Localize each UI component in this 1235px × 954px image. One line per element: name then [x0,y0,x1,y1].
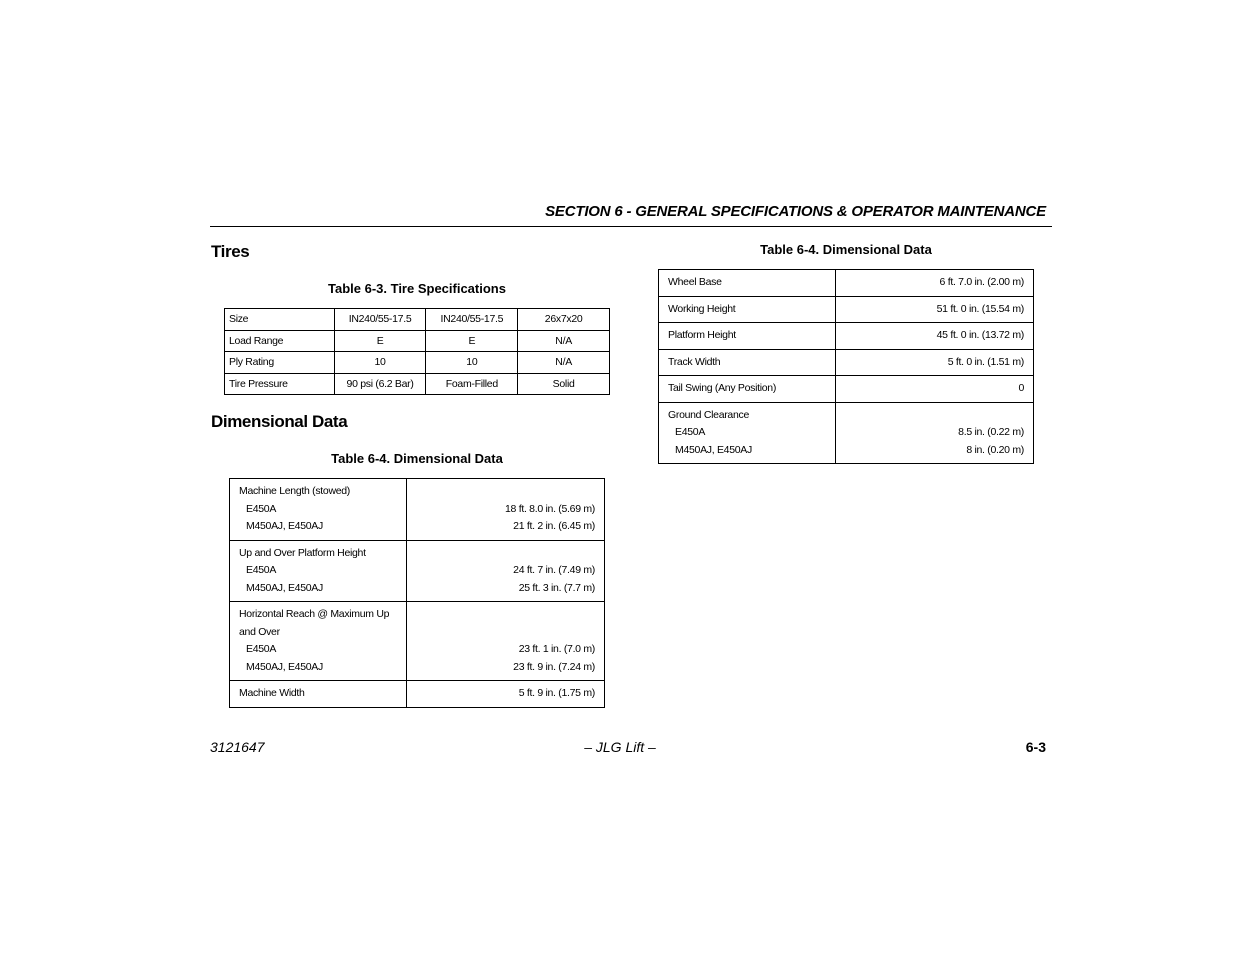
model-label: E450A [246,643,277,655]
table-row [225,309,610,331]
table-cell: 10 [426,352,518,374]
row-label: Working Height [668,302,736,315]
table-row [230,681,605,708]
table-cell: Load Range [225,330,335,352]
header-rule [210,226,1052,227]
table-row [225,330,610,352]
row-value: 5 ft. 9 in. (1.75 m) [518,687,595,699]
model-label: E450A [675,426,706,438]
row-value: 5 ft. 0 in. (1.51 m) [947,355,1024,368]
row-value: 0 [1018,382,1024,394]
row-label: Platform Height [668,329,736,341]
table-cell: Foam-Filled [426,373,518,395]
table-cell: 26x7x20 [518,309,610,331]
dimensional-data-table-continued [658,269,1034,464]
row-label: Machine Width [239,687,305,699]
model-label: M450AJ, E450AJ [675,443,752,456]
tires-heading: Tires [211,242,250,261]
row-label: Wheel Base [668,276,722,288]
table-cell: E [334,330,426,352]
row-label: Up and Over Platform Height [239,546,366,559]
table-row [659,270,1034,297]
row-value: 8.5 in. (0.22 m) [958,426,1024,438]
row-label-cell [230,602,407,681]
model-label: M450AJ, E450AJ [246,581,323,594]
table-cell: N/A [518,352,610,374]
tire-specifications-table [224,308,610,395]
row-value: 6 ft. 7.0 in. (2.00 m) [939,276,1024,288]
row-label-cell [659,296,836,323]
dimensional-data-heading: Dimensional Data [211,412,348,431]
dimensional-cont-caption: Table 6-4. Dimensional Data [760,242,932,257]
section-header: SECTION 6 - GENERAL SPECIFICATIONS & OPERATOR MAINTENANCE [545,203,1046,220]
model-label: E450A [246,564,277,576]
row-label: Track Width [668,355,721,368]
table-row [230,540,605,602]
row-label-cell [659,270,836,297]
table-row [659,402,1034,464]
model-label: E450A [246,502,277,515]
row-label: Horizontal Reach @ Maximum Up and Over [239,608,390,638]
row-value: 8 in. (0.20 m) [966,443,1024,456]
table-row [659,349,1034,376]
table-cell: N/A [518,330,610,352]
row-value: 18 ft. 8.0 in. (5.69 m) [505,502,595,515]
row-label-cell [659,376,836,403]
doc-number: 3121647 [210,739,265,755]
row-value-cell [406,602,604,681]
table-cell: IN240/55-17.5 [334,309,426,331]
row-value: 23 ft. 9 in. (7.24 m) [513,660,595,673]
row-value: 21 ft. 2 in. (6.45 m) [513,520,595,532]
page-number: 6-3 [1025,739,1046,755]
tire-table-caption: Table 6-3. Tire Specifications [328,281,506,296]
table-row [225,352,610,374]
row-value-cell [835,296,1033,323]
row-value: 25 ft. 3 in. (7.7 m) [518,581,595,594]
table-cell: 10 [334,352,426,374]
table-cell: Tire Pressure [225,373,335,395]
row-value-cell [406,540,604,602]
row-label-cell [230,540,407,602]
table-cell: 90 psi (6.2 Bar) [334,373,426,395]
table-row [659,376,1034,403]
table-row [659,296,1034,323]
row-label-cell [230,681,407,708]
row-value-cell [835,349,1033,376]
table-row [230,602,605,681]
row-label: Ground Clearance [668,408,749,421]
row-value-cell [406,479,604,541]
row-value: 24 ft. 7 in. (7.49 m) [513,564,595,576]
table-cell: E [426,330,518,352]
table-row [230,479,605,541]
row-value-cell [835,402,1033,464]
table-cell: Size [225,309,335,331]
dimensional-table-caption: Table 6-4. Dimensional Data [331,451,503,466]
row-value: 23 ft. 1 in. (7.0 m) [518,643,595,655]
footer-center: – JLG Lift – [584,739,656,755]
model-label: M450AJ, E450AJ [246,520,323,532]
table-row [659,323,1034,350]
row-value-cell [835,323,1033,350]
row-value-cell [406,681,604,708]
row-label-cell [659,402,836,464]
row-label: Machine Length (stowed) [239,485,350,497]
table-row [225,373,610,395]
table-cell: Ply Rating [225,352,335,374]
row-label-cell [659,349,836,376]
row-label-cell [659,323,836,350]
dimensional-data-table [229,478,605,708]
row-value: 51 ft. 0 in. (15.54 m) [936,302,1024,315]
model-label: M450AJ, E450AJ [246,660,323,673]
table-cell: IN240/55-17.5 [426,309,518,331]
row-value-cell [835,270,1033,297]
row-value: 45 ft. 0 in. (13.72 m) [936,329,1024,341]
row-value-cell [835,376,1033,403]
row-label: Tail Swing (Any Position) [668,382,777,394]
row-label-cell [230,479,407,541]
table-cell: Solid [518,373,610,395]
